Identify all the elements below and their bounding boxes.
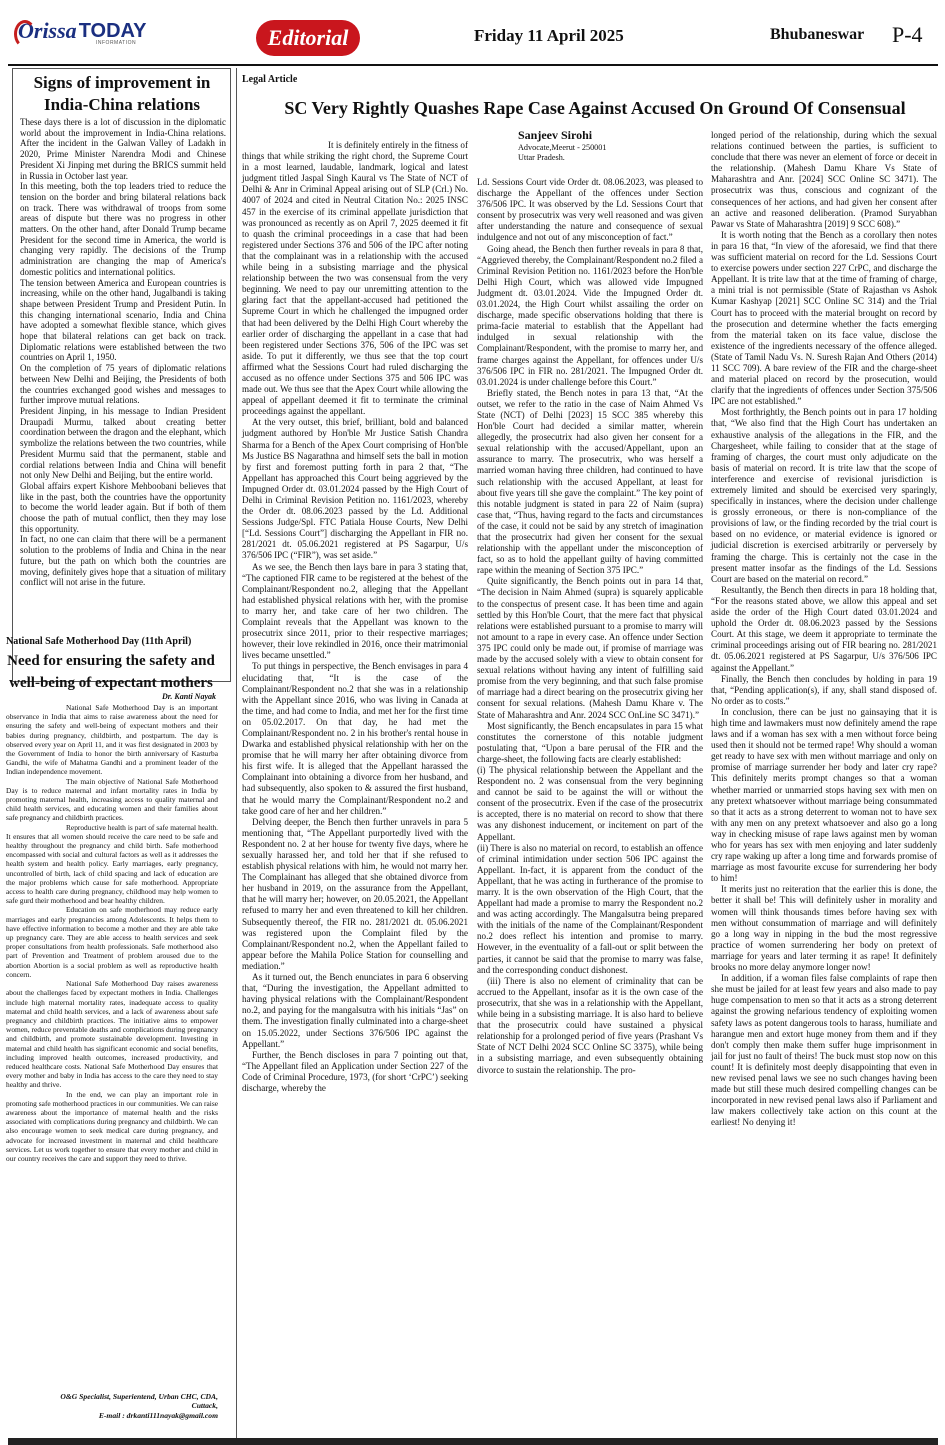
paragraph: The tension between America and European countries is increasing, while on the other hand, Jugalbandi is taking shape between President Trump and President Putin. In this changing international scenario, India and China have adopted a somewhat flexible stance, which gives hope that bilateral relations can get back on track. Diplomatic relations were established between the two countries on April 1, 1950. — [20, 277, 226, 363]
paragraph: Resultantly, the Bench then directs in para 18 holding that, “For the reasons stated above, we allow this appeal and set aside the order of the High Court dated 03.01.2024 and uphold the Order dt. 08.06.2023 passed by the Sessions Court. At this stage, we deem it appropriate to terminate the criminal proceedings arising out of FIR bearing no. 281/2021 dt. 05.06.2021 registered at PS Sagarpur, U/s 376/506 IPC against the Appellant.” — [711, 584, 937, 673]
motherhood-signature — [6, 1392, 218, 1420]
paragraph: Finally, the Bench then concludes by holding in para 19 that, “Pending application(s), if any, shall stand disposed of. No order as to costs.” — [711, 673, 937, 706]
paragraph: (ii) There is also no material on record, to establish an offence of criminal intimidation under section 506 IPC against the Appellant. In-fact, it is apparent from the conduct of the Appellant, that he was acting in furtherance of the promise to marry. It is the own observation of the High Court, that the Appellant had made a promise to marry the Respondent no.2 and was acting accordingly. The Mangalsutra being prepared with the initials of the name of the Complainant/Respondent no.2 does reflect his intention and promise to marry. However, in the eventuality of a fall-out or split between the parties, it cannot be said that the promise to marry was false, and the corresponding conduct dishonest. — [477, 842, 703, 975]
logo-today: TODAY — [78, 19, 147, 42]
author-designation: O&G Specialist, Superientend, Urban CHC, CDA, — [60, 1392, 218, 1401]
article-kicker: Legal Article — [242, 74, 298, 85]
paragraph: It is definitely entirely in the fitness of things that while striking the right chord, the Supreme Court in a most learned, laudable, landmark, logical and latest judgment titled Jaspal Singh Kaural vs The State of NCT of Delhi & Anr in Criminal Appeal arising out of SLP (Crl.) No. 4007 of 2024 and cited in Neutral Citation No.: 2025 INSC 457 in the exercise of its criminal appellate jurisdiction that was pronounced as recently as on April 7, 2025 deemed it fit to quash the criminal proceedings in a case that had been registered under Sections 376 and 506 of the IPC after noting that the complainant was in a relationship with the accused while being in a subsisting marriage and the physical relationship between the two was consensual from the very beginning. We need to pay our unremitting attention to the glaring fact that the appellant-accused had petitioned the Supreme Court in which he challenged the impugned order that had been delivered by the Delhi High Court whereby the earlier order of discharging the appellant in a case that had been registered under Sections 376, 506 of the IPC was set aside. To put it differently, we thus see that the top court affirmed what the Sessions Court had ruled discharging the accused as no offence under Sections 375 and 506 IPC was made out. We thus see that the Apex Court while allowing the appeal of appellant deemed it fit to terminate the criminal proceedings against the appellant. — [242, 140, 468, 417]
section-badge: Editorial — [256, 20, 360, 56]
author-email: E-mail : drkanti111nayak@gmail.com — [98, 1410, 218, 1420]
paragraph: Delving deeper, the Bench then further unravels in para 5 mentioning that, “The Appellant purportedly lived with the Respondent no. 2 at her house for twenty five days, where he sexually harassed her, and told her that if she refused to establish physical relations with him, he would not marry her. The Complainant has alleged that she obtained divorce from her husband in 2019, on the assurance from the Appellant, that he will marry her; however, on 20.05.2021, the Appellant refused to marry her and even threatened to kill her children. Subsequently thereof, the FIR no. 281/2021 dt. 05.06.2021 was registered upon the Complaint filed by the Complainant/Respondent no.2, when the Appellant failed to appear before the Mahila Police Station for counselling and mediation.” — [242, 816, 468, 971]
india-china-title: Signs of improvement in India-China relations — [33, 73, 211, 114]
column-divider — [236, 68, 237, 1438]
motherhood-byline: Dr. Kanti Nayak — [161, 692, 216, 701]
paragraph: On the completion of 75 years of diplomatic relations between New Delhi and Beijing, the Presidents of both the countries exchanged good wishes and messages to further improve mutual relations. — [20, 363, 226, 406]
paragraph: To put things in perspective, the Bench envisages in para 4 elucidating that, “It is the case of the Complainant/Respondent no.2 that she was in a relationship with the Appellant since 2016, who was living in Canada at the time, and had come to India, and met her for the first time on 05.02.2017. On that day, he had met the Complainant/Respondent no. 2 in his brother's rental house in Dwarka and established physical relationship with her on the promise that he will marry her after obtaining divorce from his first wife. It is alleged that the Appellant harassed the Complainant into obtaining a divorce from her husband, and had subsequently, also spoken to & assured the first husband, that he would marry the Complainant/Respondent no.2 and take good care of her and her children.” — [242, 661, 468, 816]
paragraph: Quite significantly, the Bench points out in para 14 that, “The decision in Naim Ahmed (supra) is squarely applicable to the conspectus of present case. It has been time and again settled by this Hon'ble Court, that the mere fact that physical relations were established pursuant to a promise to marry will not amount to a rape in every case. An offence under Section 375 IPC could only be made out, if promise of marriage was made by the accused solely with a view to obtain consent for sexual relations without having any intent of fulfilling said promise from the very beginning, and that such false promise of marriage had a direct bearing on the prosecutrix giving her consent for sexual relations. (Mahesh Damu Khare v. The State of Maharashtra and Anr. 2024 SCC OnLine SC 3471).” — [477, 576, 703, 720]
motherhood-body — [6, 703, 218, 1163]
author-name: Sanjeev Sirohi — [518, 128, 593, 142]
logo-tagline: INFORMATION — [96, 40, 137, 46]
logo-swoosh-icon — [14, 20, 36, 48]
paragraph: In the end, we can play an important role in promoting safe motherhood practices in our communities. We can raise awareness about the importance of maternal health and the risks associated with complications during pregnancy and childbirth. We can also encourage women to seek medical care during pregnancy, and advocate for increased investment in maternal and child healthcare services. Let us work together to ensure that every mother and child in our country receives the care and support they need to thrive. — [6, 1089, 218, 1163]
paragraph: Ld. Sessions Court vide Order dt. 08.06.2023, was pleased to discharge the Appellant of the offences under Section 376/506 IPC. It was observed by the Ld. Sessions Court that consent by prosecutrix was very well reasoned and was given after understanding the nature and consequence of sexual indulgence and not out of any misconception of fact.” — [477, 177, 703, 243]
paragraph: Further, the Bench discloses in para 7 pointing out that, “The Appellant filed an Application under Section 227 of the Code of Criminal Procedure, 1973, (for short ‘CrPC’) seeking discharge, whereby the — [242, 1049, 468, 1093]
paragraph: The main objective of National Safe Motherhood Day is to reduce maternal and infant mortality rates in India by promoting maternal health, increasing access to quality maternal and child health services, and educating women and their families about safe pregnancy and childbirth practices. — [6, 776, 218, 823]
motherhood-title: Need for ensuring the safety and well-being of expectant mothers — [7, 653, 215, 691]
paragraph: It is worth noting that the Bench as a corollary then notes in para 16 that, “In view of the aforesaid, we find that there was sufficient material on record for the Ld. Sessions Court to exercise powers under section 227 CrPC, and discharge the Appellant. It is trite law that at the time of framing of charge, a mini trial is not permissible (State of Rajasthan vs Ashok Kumar Kashyap [2021] SCC Online SC 314) and the Trial Court has to proceed with the material brought on record by the prosecution and determine whether the facts emerging from the material taken on its face value, disclose the existence of the ingredients necessary of the offence alleged. (State of Tamil Nadu Vs. N. Suresh Rajan And Others (2014) 11 SCC 709). A bare review of the FIR and the charge-sheet and material placed on record by the prosecution, would clarify that the ingredients of offences under Section 375/506 IPC are not established.” — [711, 229, 937, 407]
article-headline: SC Very Rightly Quashes Rape Case Against Accused On Ground Of Consensual — [284, 98, 906, 118]
article-author — [518, 128, 606, 163]
article-column-1 — [242, 140, 468, 1094]
masthead-rule — [8, 64, 938, 66]
issue-date: Friday 11 April 2025 — [474, 26, 624, 45]
bottom-rule — [8, 1438, 938, 1445]
paragraph: longed period of the relationship, during which the sexual relations continued between the parties, is sufficient to conclude that there was never an element of force or deceit in the relationship. (Mahesh Damu Khare Vs State of Maharashtra and Anr. [2024] SCC Online SC 3471). The prosecutrix was thus, conscious and cognizant of the consequences of her actions, and had given her consent after an active and reasoned deliberation. (Pramod Suryabhan Pawar vs State of Maharashtra [2019] 9 SCC 608).” — [711, 130, 937, 229]
paragraph: In addition, if a woman files false complaints of rape then she must be jailed for at least few years and also made to pay huge compensation to men so that it acts as a strong deterrent against the growing nefarious tendency of exploiting women safety laws as potent dangerous tools to harass, humiliate and harangue men and extort huge money from them and if they don't comply then make them suffer huge imprisonment in jail for just no fault of theirs! The buck must stop now on this count! It is definitely most deeply disappointing that even in new revised penal laws we see no such changes having been made but still these much desired compelling changes can be incorporated in new revised penal laws also if Parliament and law makers collectively take action on this count at the earliest! No denying it! — [711, 973, 937, 1128]
paragraph: In this meeting, both the top leaders tried to reduce the tension on the border and bring bilateral relations back on track. There was withdrawal of troops from some areas of dispute but there was no progress in other matters. On the other hand, after Donald Trump became President for the second time in America, the world is changing very rapidly. The decisions of the Trump administration are changing the map of America's domestic politics and international politics. — [20, 181, 226, 277]
paragraph: Going ahead, the Bench then further reveals in para 8 that, “Aggrieved thereby, the Complainant/Respondent no.2 filed a Criminal Revision Petition no. 1161/2023 before the Hon'ble Delhi High Court, which was allowed vide Impugned Judgment dt. 03.01.2024. Vide the Impugned Order dt. 03.01.2024, the High Court whilst assailing the order on discharge, made specific observations holding that there is prima-facie material to establish that the Appellant had indulged in sexual relationship with the Complainant/Respondent, with the promise to marry her, and frame charges against the Appellant, for offences under U/s 376/506 IPC in FIR no. 281/2021. The Impugned Order dt. 03.01.2024 is under challenge before this Court.” — [477, 243, 703, 387]
paragraph: In fact, no one can claim that there will be a permanent solution to the problems of India and China in the near future, but the path on which both the countries are moving, definitely gives hope that a situation of military conflict will not arise in the future. — [20, 534, 226, 588]
edition-city: Bhubaneswar — [770, 26, 865, 43]
india-china-body — [20, 117, 226, 588]
motherhood-kicker: National Safe Motherhood Day (11th April) — [6, 636, 192, 647]
paragraph: Most forthrightly, the Bench points out in para 17 holding that, “We also find that the High Court has undertaken an exhaustive analysis of the allegations in the FIR, and the Chargesheet, while failing to consider that at the stage of framing of charges, the court must only adjudicate on the basis of material on record. It is trite law that the scope of interference and exercise of revisional jurisdiction is extremely limited and should be exercised very sparingly, specifically in instances, where the decision under challenge is grossly erroneous, or there is non-compliance of the provisions of law, or the finding recorded by the trial court is based on no evidence, or material evidence is ignored or judicial discretion is exercised arbitrarily or perversely by framing the charge. This is certainly not the case in the present matter insofar as the findings of the Ld. Sessions Court are based on the material on record.” — [711, 407, 937, 584]
author-city: Cuttack, — [191, 1401, 218, 1411]
india-china-box — [12, 68, 231, 682]
logo-orissa: Orissa — [18, 18, 77, 43]
paragraph: At the very outset, this brief, brilliant, bold and balanced judgment authored by Hon'ble Mr Justice Satish Chandra Sharma for a Bench of the Apex Court comprising of Hon'ble Ms Justice BS Nagarathna and himself sets the ball in motion by first and foremost putting forth in para 2 that, “The Appellant has approached this Court being aggrieved by the Impugned Order dt. 03.01.2024 passed by the High Court of Delhi in Criminal Revision Petition no. 1161/2023, whereby the Order dt. 08.06.2023 passed by the Ld. Additional Sessions Judge/Spl. FTC Patiala House Courts, New Delhi [“Ld. Sessions Court”] discharging the Appellant in FIR no. 281/2021 dt. 05.06.2021 registered at PS Sagarpur, U/s 376/506 IPC (“FIR”), was set aside.” — [242, 417, 468, 561]
paragraph: As we see, the Bench then lays bare in para 3 stating that, “The captioned FIR came to be registered at the behest of the Complainant/Respondent no.2, alleging that the Appellant had established physical relations with her, with the promise to marry her, and take care of her two children. The Complaint reveals that the Appellant was known to the prosecutrix since 2011, prior to their respective marriages; however, their love rekindled in 2016, once their matrimonial lives became unsettled.” — [242, 561, 468, 661]
paragraph: Education on safe motherhood may reduce early marriages and early pregnancies among Adolescents. It helps them to have effective information to become a mother and they are able take up pregnancy care. They are able access to health services and seek proper consultations from health professionals. Safe motherhood also part of Prevention and Treatment of problem aroused due to the abortion Abortion is a social problem as well as reproductive health concern. — [6, 905, 218, 979]
masthead — [8, 6, 938, 70]
paragraph: Briefly stated, the Bench notes in para 13 that, “At the outset, we refer to the ratio in the case of Naim Ahmed Vs State (NCT) of Delhi [2023] 15 SCC 385 whereby this Hon'ble Court had decided a similar matter, wherein allegedly, the prosecutrix had also given her consent for a sexual relationship with the accused/Appellant, upon an assurance to marry. The prosecutrix, who was herself a married woman having three children, had continued to have such relationship with the accused Appellant, at least for about five years till she gave the complaint.” The key point of this notable judgment is stated in para 22 of Naim (supra) case that, “Thus, having regard to the facts and circumstances of the case, it could not be said by any stretch of imagination that the prosecutrix had given her consent for the sexual relationship with the appellant under the misconception of fact, so as to hold the appellant guilty of having committed rape within the meaning of Section 375 IPC.” — [477, 387, 703, 576]
paragraph: National Safe Motherhood Day is an important observance in India that aims to raise awareness about the need for ensuring the safety and well-being of expectant mothers and their babies during pregnancy, childbirth, and postpartum. The day is observed every year on April 11, and it was first designated in 2003 by the Government of India to honor the birth anniversary of Kasturba Gandhi, the wife of Mahatma Gandhi and a prominent leader of the Indian independence movement. — [6, 703, 218, 777]
paragraph: As it turned out, the Bench enunciates in para 6 observing that, “During the investigation, the Appellant admitted to having physical relations with the Complainant/Respondent no.2, and paying for the mangalsutra with his initials “Jas” on them. The investigation finally culminated into a charge-sheet on 15.05.2022, under Sections 376/506 IPC against the Appellant.” — [242, 972, 468, 1049]
paragraph: It merits just no reiteration that the earlier this is done, the better it shall be! This will definitely usher in morality and women will think thousands times before having sex with men without consummation of marriage and will definitely go a long way in nipping in the bud the most regressive practice of women surrendering her body on pretext of marriage for years and later terming it as rape! It definitely brooks no more delay anymore longer now! — [711, 884, 937, 973]
paragraph: (iii) There is also no element of criminality that can be accrued to the Appellant, insofar as it is the own case of the prosecutrix, that she was in a relationship with the Appellant, while being in a subsisting marriage. It is also hard to believe that the prosecutrix could have sustained a physical relationship for a prolonged period of five years (Prashant Vs State of NCT Delhi 2024 SCC Online SC 3375), while being in a subsisting marriage, and even subsequently obtaining divorce to sustain the relationship. The pro- — [477, 975, 703, 1075]
paragraph: (i) The physical relationship between the Appellant and the Respondent no. 2 was consensual from the very beginning and cannot be said to be against the will or without the consent of the prosecutrix. Even if the case of the prosecutrix is accepted, there is no material on record to show that there was any dishonest inducement, or incitement on part of the Appellant. — [477, 764, 703, 842]
author-state: Uttar Pradesh. — [518, 153, 565, 162]
paragraph: National Safe Motherhood Day raises awareness about the challenges faced by expectant mothers in India. Challenges include high maternal mortality rates, inadequate access to quality maternal and child health services, and a lack of awareness about safe pregnancy and childbirth practices. The initiative aims to empower women, reduce preventable deaths and complications during pregnancy and childbirth, and promote sustainable development. Investing in maternal and child health has significant economic and social benefits, including improved health outcomes, increased productivity, and reduced healthcare costs. National Safe Motherhood Day ensures that every mother and baby in India has access to the care they need to stay healthy and thrive. — [6, 979, 218, 1090]
paragraph: Global affairs expert Kishore Mehboobani believes that like in the past, both the countries have the opportunity to become the world leader again. But if both of them choose the path of mutual conflict, then they may lose this opportunity. — [20, 480, 226, 534]
article-column-3 — [711, 130, 937, 1128]
page-number: P-4 — [892, 22, 923, 47]
paragraph: These days there is a lot of discussion in the diplomatic world about the improvement in India-China relations. After the incident in the Galwan Valley of Ladakh in 2020, Prime Minister Narendra Modi and Chinese President Xi Jinping met during the BRICS summit held in Russia in October last year. — [20, 117, 226, 181]
paragraph: President Jinping, in his message to Indian President Draupadi Murmu, talked about creating better coordination between the dragon and the elephant, which symbolize the relations between the two countries, while President Murmu said that the permanent, stable and cordial relations between India and China will benefit not only New Delhi and Beijing, but the entire world. — [20, 405, 226, 481]
author-address: Advocate,Meerut - 250001 — [518, 143, 607, 152]
paragraph: Most significantly, the Bench encapsulates in para 15 what constitutes the cornerstone of this notable judgment postulating that, “Upon a bare perusal of the FIR and the charge-sheet, the following facts are clearly established: — [477, 720, 703, 764]
paragraph: In conclusion, there can be just no gainsaying that it is high time and lawmakers must now definitely amend the rape laws and if a woman has sex with a men without force being used then it should not be termed rape! Why should a woman get ready to have sex with men without marriage and only on promise of marriage surrender her body and later cry rape? This definitely merits prompt changes so that a woman whether married or unmarried stops having sex with men on any pretext whatsoever without marriage being consummated so that it acts as a strong deterrent to woman not to have sex with any men on any pretext whatsoever and also go a long way in checking misuse of rape laws against men by woman who for years has sex with men enjoying and later suddenly cry rape waking up after a long time and forwards promise of marriage as most favourite excuse for surrendering her body to him! — [711, 706, 937, 884]
paragraph: Reproductive health is part of safe maternal health. It ensures that all women should receive the care need to be safe and healthy throughout the pregnancy and child birth. Safe motherhood encompassed with social and cultural factors as well as it addresses the health system and health policy. Early marriages, early pregnancy, uncontrolled of birth, lack of child spacing and lack of education are the major problems which cause for safe motherhood. Appropriate access to health care during pregnancy, childhood may help women to safe gurd their motherhood and bear healthy children. — [6, 822, 218, 906]
article-column-2 — [477, 177, 703, 1076]
